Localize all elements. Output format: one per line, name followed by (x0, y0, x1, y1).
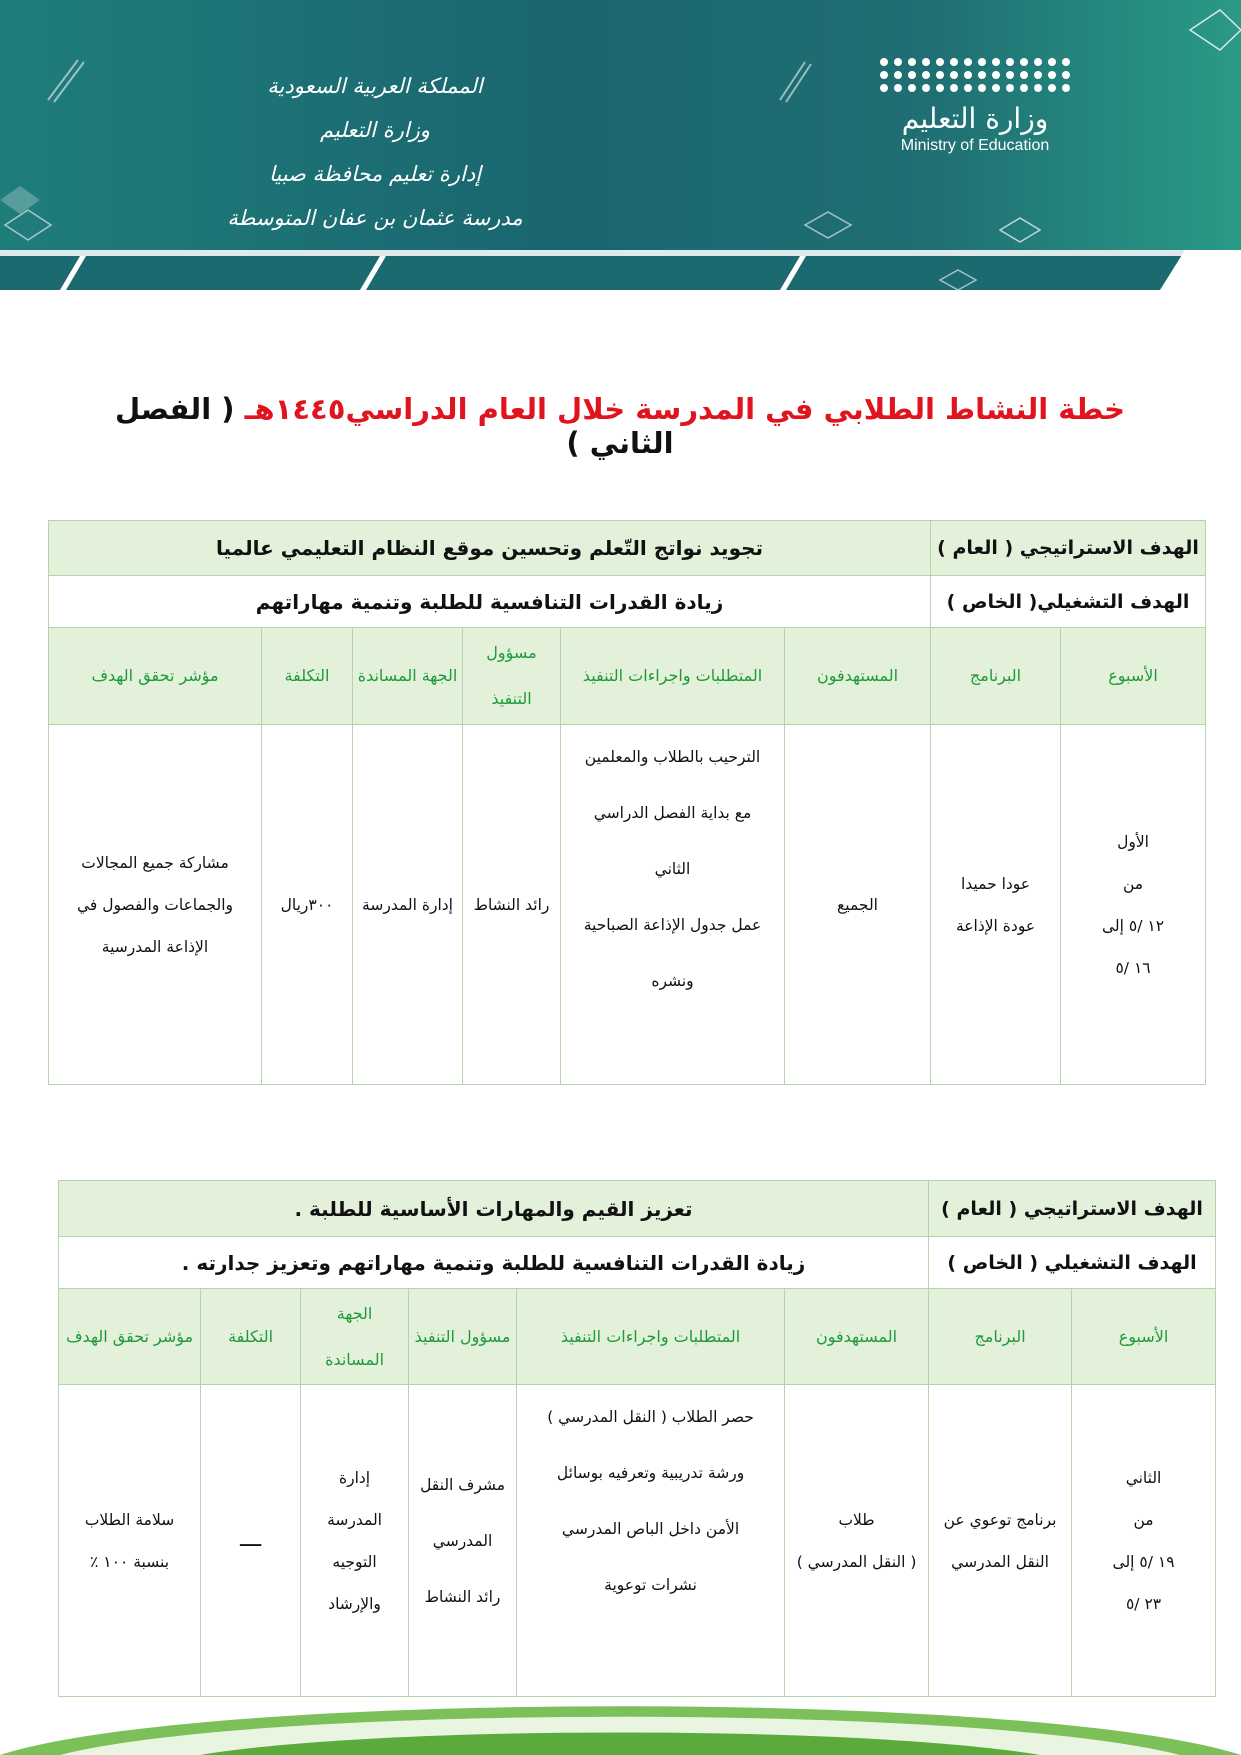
page-title (100, 392, 1140, 460)
cell-week (1072, 1385, 1216, 1697)
cell-line: طلاب (838, 1510, 875, 1529)
column-header-week: الأسبوع (1061, 628, 1206, 725)
operational-goal-label: الهدف التشغيلي ( الخاص ) (929, 1237, 1216, 1289)
cell-line: إدارة المدرسة (362, 895, 453, 914)
cell-line: مشاركة جميع المجالات (81, 853, 229, 872)
ministry-name: وزارة التعليم (320, 118, 430, 142)
ministry-logo (860, 58, 1090, 155)
cell-line: سلامة الطلاب (84, 1510, 175, 1529)
column-header-indicator: مؤشر تحقق الهدف (49, 628, 262, 725)
cell-week (1061, 725, 1206, 1085)
cell-line: والجماعات والفصول في (77, 895, 234, 914)
column-header-target: المستهدفون (785, 628, 931, 725)
cell-line: عودة الإذاعة (955, 916, 1036, 935)
cell-line: ٢٣ /٥ (1125, 1594, 1162, 1613)
cell-line: ــــ (239, 1531, 262, 1550)
cell-line: مشرف النقل (420, 1475, 506, 1494)
cell-target (785, 725, 931, 1085)
header-banner (0, 0, 1241, 290)
cell-line: الثاني (1125, 1468, 1162, 1487)
cell-cost (201, 1385, 301, 1697)
cell-line: برنامج توعوي عن (943, 1510, 1057, 1529)
column-header-program: البرنامج (931, 628, 1061, 725)
column-header-week: الأسبوع (1072, 1289, 1216, 1385)
operational-goal-label: الهدف التشغيلي( الخاص ) (931, 576, 1206, 628)
cell-line: الإذاعة المدرسية (101, 937, 209, 956)
cell-line: الترحيب بالطلاب والمعلمين (584, 748, 761, 766)
activity-table-1 (48, 520, 1206, 1085)
cell-program (929, 1385, 1072, 1697)
cell-line: مع بداية الفصل الدراسي (593, 804, 752, 822)
cell-line: رائد النشاط (424, 1587, 501, 1606)
cell-program (931, 725, 1061, 1085)
title-semester: ( الفصل الثاني ) (114, 392, 674, 460)
strategic-goal-value: تجويد نواتج التّعلم وتحسين موقع النظام التعليمي عالميا (49, 521, 931, 576)
column-header-program: البرنامج (929, 1289, 1072, 1385)
cell-line: من (1133, 1510, 1154, 1529)
logo-english-text: Ministry of Education (900, 137, 1050, 154)
operational-goal-value: زيادة القدرات التنافسية للطلبة وتنمية مهاراتهم (49, 576, 931, 628)
operational-goal-value: زيادة القدرات التنافسية للطلبة وتنمية مهاراتهم وتعزيز جدارته . (59, 1237, 929, 1289)
cell-line: من (1122, 874, 1144, 893)
cell-line: ( النقل المدرسي ) (796, 1552, 917, 1571)
cell-line: ورشة تدريبية وتعرفيه بوسائل (556, 1464, 745, 1482)
cell-line: إدارة (338, 1468, 371, 1487)
strategic-goal-value: تعزيز القيم والمهارات الأساسية للطلبة . (59, 1181, 929, 1237)
cell-requirements (517, 1385, 785, 1697)
cell-line: والإرشاد (328, 1594, 381, 1613)
column-header-requirements: المتطلبات واجراءات التنفيذ (517, 1289, 785, 1385)
column-header-requirements: المتطلبات واجراءات التنفيذ (561, 628, 785, 725)
cell-responsible (409, 1385, 517, 1697)
activity-table-2 (58, 1180, 1216, 1697)
column-header-indicator: مؤشر تحقق الهدف (59, 1289, 201, 1385)
column-header-cost: التكلفة (201, 1289, 301, 1385)
cell-line: الجميع (837, 895, 878, 914)
country-name: المملكة العربية السعودية (267, 74, 483, 98)
cell-responsible (463, 725, 561, 1085)
column-header-responsible: مسؤول التنفيذ (463, 628, 561, 725)
cell-requirements (561, 725, 785, 1085)
cell-line: بنسبة ١٠٠ ٪ (90, 1552, 170, 1571)
column-header-responsible: مسؤول التنفيذ (409, 1289, 517, 1385)
logo-arabic-text: وزارة التعليم (901, 102, 1049, 135)
cell-line: ونشره (651, 972, 694, 990)
cell-line: التوجيه (332, 1552, 377, 1571)
title-main: خطة النشاط الطلابي في المدرسة خلال العام الدراسي١٤٤٥هـ (244, 392, 1126, 426)
logo-dots-icon (860, 58, 1090, 92)
column-header-support: الجهة المساندة (353, 628, 463, 725)
cell-line: عودا حميدا (960, 874, 1031, 893)
cell-line: ١٦ /٥ (1115, 958, 1151, 977)
cell-support (301, 1385, 409, 1697)
cell-line: الأول (1117, 832, 1149, 851)
cell-line: الأمن داخل الباص المدرسي (561, 1520, 740, 1538)
cell-cost (262, 725, 353, 1085)
administration-name: إدارة تعليم محافظة صبيا (268, 162, 482, 186)
strategic-goal-label: الهدف الاستراتيجي ( العام ) (929, 1181, 1216, 1237)
cell-line: نشرات توعوية (604, 1576, 697, 1594)
footer-wave (0, 1690, 1241, 1755)
cell-indicator (59, 1385, 201, 1697)
school-name: مدرسة عثمان بن عفان المتوسطة (227, 206, 523, 230)
cell-line: المدرسة (327, 1510, 382, 1529)
cell-line: عمل جدول الإذاعة الصباحية (583, 916, 762, 934)
column-header-cost: التكلفة (262, 628, 353, 725)
footer-wave-graphic (0, 1690, 1241, 1755)
cell-line: المدرسي (432, 1531, 493, 1550)
cell-target (785, 1385, 929, 1697)
cell-line: النقل المدرسي (951, 1552, 1049, 1571)
column-header-support: الجهة المساندة (301, 1289, 409, 1385)
cell-support (353, 725, 463, 1085)
cell-line: الثاني (654, 860, 691, 878)
cell-line: ١٢ /٥ إلى (1102, 916, 1165, 935)
cell-line: رائد النشاط (473, 895, 550, 914)
header-text-block (150, 64, 600, 240)
cell-line: ٣٠٠ريال (280, 895, 334, 914)
strategic-goal-label: الهدف الاستراتيجي ( العام ) (931, 521, 1206, 576)
cell-indicator (49, 725, 262, 1085)
cell-line: ١٩ /٥ إلى (1112, 1552, 1175, 1571)
cell-line: حصر الطلاب ( النقل المدرسي ) (547, 1408, 754, 1426)
column-header-target: المستهدفون (785, 1289, 929, 1385)
